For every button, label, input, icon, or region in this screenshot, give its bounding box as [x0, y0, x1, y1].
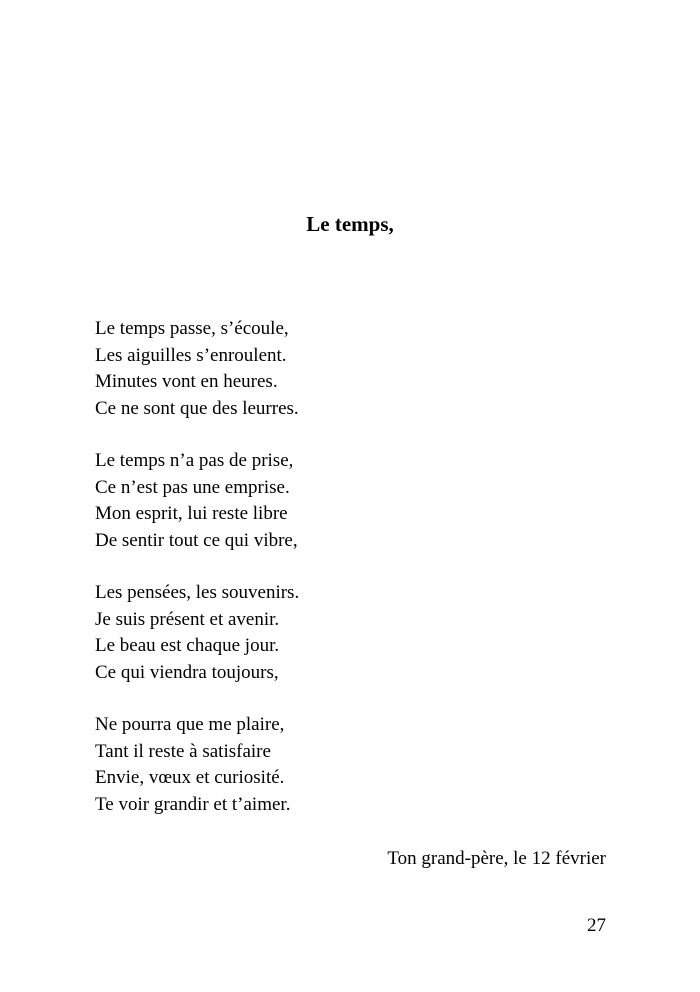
poem-line: Les pensées, les souvenirs. [95, 582, 300, 603]
poem-line: Le temps n’a pas de prise, [95, 450, 294, 471]
poem-line: Tant il reste à satisfaire [95, 740, 271, 762]
poem-line: Ce n’est pas une emprise. [95, 476, 290, 498]
stanza-4 [95, 712, 615, 818]
poem-line: Je suis présent et avenir. [95, 608, 280, 630]
poem-line: Le beau est chaque jour. [95, 635, 280, 656]
signature-line: Ton grand-père, le 12 février [387, 848, 606, 869]
poem-line: Te voir grandir et t’aimer. [95, 793, 291, 815]
stanza-1 [95, 316, 615, 422]
poem-line: Ne pourra que me plaire, [95, 714, 285, 735]
poem-line: De sentir tout ce qui vibre, [95, 529, 298, 551]
stanza-2 [95, 448, 615, 554]
poem-line: Envie, vœux et curiosité. [95, 767, 285, 788]
poem-title: Le temps, [306, 212, 394, 236]
poem-line: Les aiguilles s’enroulent. [95, 344, 287, 366]
poem-line: Le temps passe, s’écoule, [95, 318, 289, 339]
stanza-3 [95, 580, 615, 686]
page-number: 27 [587, 915, 606, 936]
poem-line: Ce qui viendra toujours, [95, 661, 279, 683]
poem-line: Mon esprit, lui reste libre [95, 503, 288, 524]
poem-line: Ce ne sont que des leurres. [95, 397, 299, 419]
poem-line: Minutes vont en heures. [95, 371, 278, 392]
poem-body [95, 316, 615, 844]
